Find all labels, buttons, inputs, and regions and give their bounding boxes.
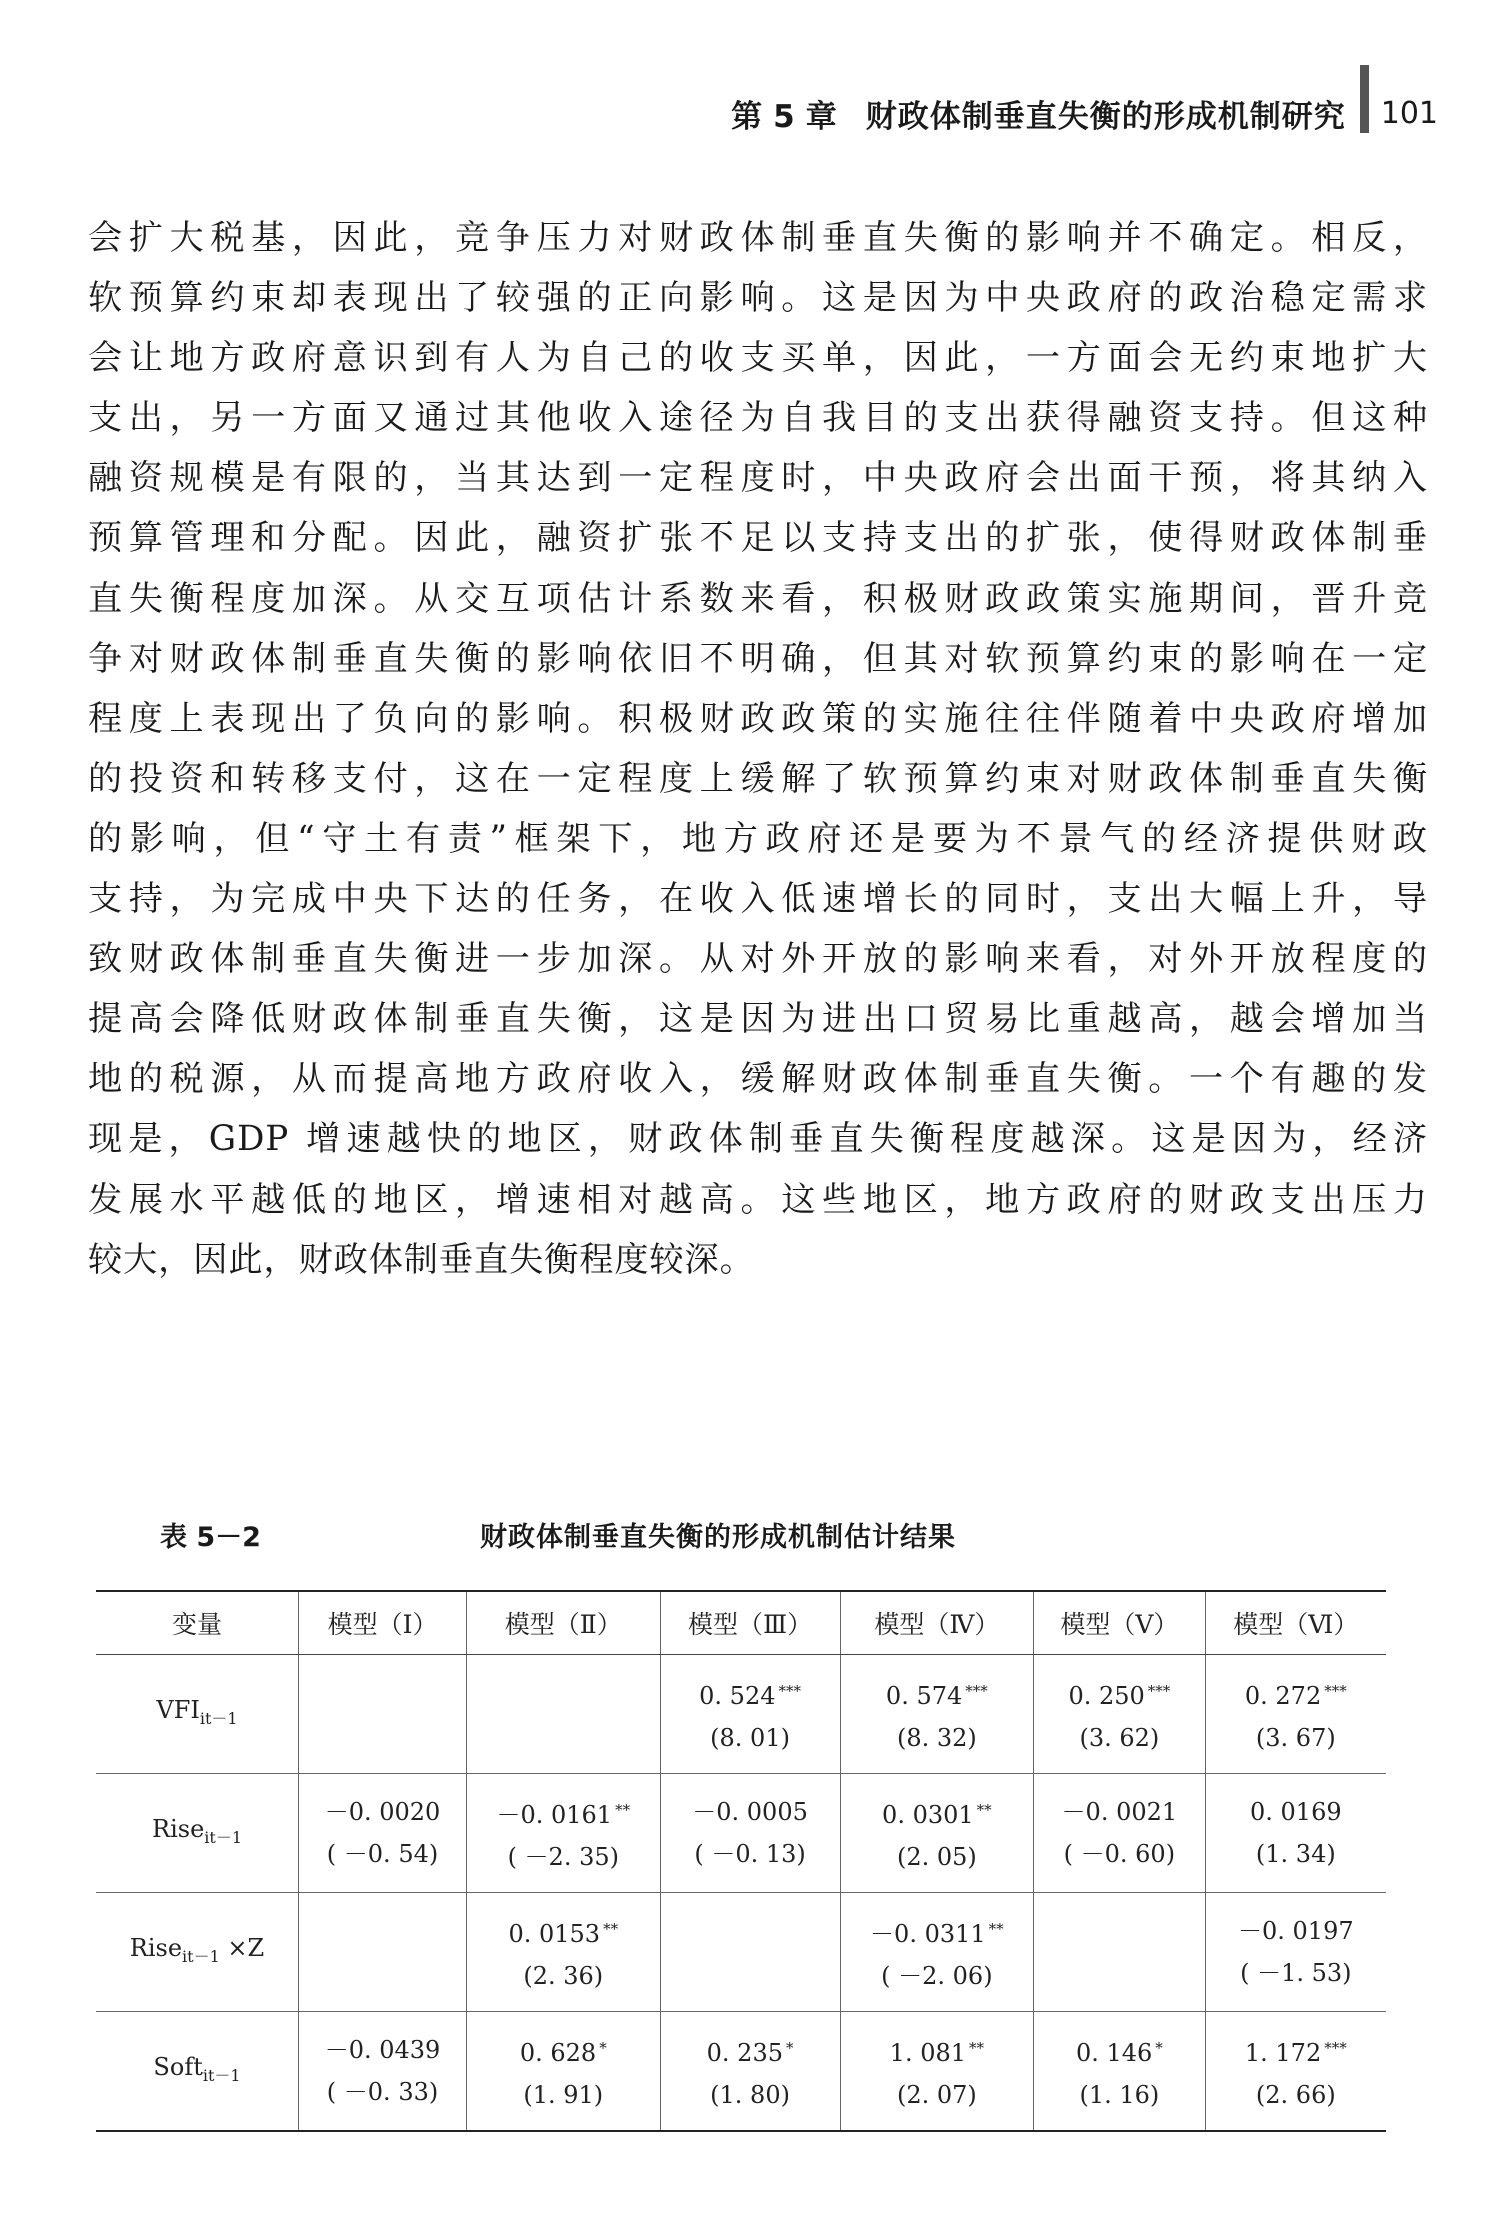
table-title: 财政体制垂直失衡的形成机制估计结果: [480, 1522, 956, 1553]
text-line: 会让地方政府意识到有人为自己的收支买单，因此，一方面会无约束地扩大: [88, 338, 1428, 379]
t-statistic: ( －2. 06): [881, 1961, 993, 1990]
t-statistic: (3. 62): [1079, 1723, 1160, 1752]
t-statistic: ( －0. 60): [1063, 1840, 1176, 1868]
significance-stars: ***: [778, 1681, 801, 1700]
coefficient: [1035, 1791, 1204, 1833]
coefficient: [662, 1670, 839, 1717]
t-statistic: ( －0. 13): [694, 1840, 806, 1868]
coefficient: [468, 1908, 659, 1955]
text-line: 地的税源，从而提高地方政府收入，缓解财政体制垂直失衡。一个有趣的发: [88, 1059, 1428, 1100]
coefficient: [1207, 1670, 1385, 1717]
coefficient-value: －0. 0021: [1061, 1798, 1178, 1826]
header-model-6: 模型（Ⅵ）: [1205, 1591, 1386, 1655]
text-line: 直失衡程度加深。从交互项估计系数来看，积极财政政策实施期间，晋升竞: [88, 578, 1428, 619]
table-cell: [1034, 1655, 1206, 1774]
significance-stars: ***: [1324, 1681, 1347, 1700]
text-line: 争对财政体制垂直失衡的影响依旧不明确，但其对软预算约束的影响在一定: [88, 638, 1428, 679]
coefficient: [842, 1789, 1033, 1836]
t-statistic: (1. 91): [523, 2080, 604, 2109]
coefficient-value: －0. 0161: [496, 1800, 613, 1829]
variable-subscript: it－1: [182, 1946, 220, 1966]
text-line: 较大，因此，财政体制垂直失衡程度较深。: [88, 1239, 755, 1280]
coefficient: [468, 1789, 659, 1836]
results-table: [96, 1590, 1386, 2132]
running-header: [731, 78, 1438, 148]
coefficient: [300, 2029, 465, 2071]
chapter-title: 财政体制垂直失衡的形成机制研究: [865, 98, 1346, 135]
table-cell: [1205, 2012, 1386, 2132]
variable-base: Soft: [153, 2052, 203, 2081]
chapter-number: 5: [773, 98, 796, 135]
header-bar: [1360, 65, 1369, 133]
variable-base: Rise: [152, 1814, 205, 1843]
coefficient: [842, 2027, 1033, 2074]
body-paragraph: [88, 208, 1428, 1290]
coefficient-value: 0. 574: [885, 1681, 963, 1710]
text-line: 预算管理和分配。因此，融资扩张不足以支持支出的扩张，使得财政体制垂: [88, 518, 1428, 559]
text-line: 发展水平越低的地区，增速相对越高。这些地区，地方政府的财政支出压力: [88, 1179, 1428, 1220]
variable-base: Rise: [129, 1933, 183, 1962]
table-row: [96, 1774, 1386, 1893]
coefficient: [662, 2027, 839, 2074]
coefficient: [662, 1791, 839, 1833]
coefficient-value: 0. 0153: [508, 1919, 601, 1948]
significance-stars: **: [969, 2038, 985, 2057]
significance-stars: ***: [965, 1681, 988, 1700]
text-line: 的影响，但“守土有责”框架下，地方政府还是要为不景气的经济提供财政: [88, 818, 1428, 859]
header-model-5: 模型（Ⅴ）: [1034, 1591, 1206, 1655]
text-line: 现是，GDP 增速越快的地区，财政体制垂直失衡程度越深。这是因为，经济: [88, 1119, 1428, 1160]
significance-stars: **: [976, 1800, 992, 1819]
coefficient-value: 0. 0301: [882, 1800, 974, 1829]
table-cell: [840, 1655, 1034, 1774]
coefficient: [1207, 2027, 1385, 2074]
coefficient-value: 0. 0169: [1250, 1798, 1342, 1826]
t-statistic: (1. 16): [1079, 2080, 1160, 2109]
chapter-heading: [731, 91, 1346, 136]
coefficient: [1035, 2027, 1204, 2074]
variable-suffix: ×Z: [219, 1933, 265, 1962]
text-line: 程度上表现出了负向的影响。积极财政政策的实施往往伴随着中央政府增加: [88, 698, 1428, 739]
table-row: [96, 1893, 1386, 2012]
table-cell: [660, 2012, 840, 2132]
coefficient: [842, 1670, 1033, 1717]
coefficient-value: 0. 524: [699, 1681, 776, 1710]
table-cell: [299, 1893, 467, 2012]
t-statistic: ( －1. 53): [1240, 1959, 1352, 1987]
table-row: [96, 2012, 1386, 2132]
text-line: 支出，另一方面又通过其他收入途径为自我目的支出获得融资支持。但这种: [88, 398, 1428, 439]
variable-subscript: it－1: [202, 2065, 241, 2085]
coefficient: [468, 2027, 659, 2074]
table-cell: [1034, 1893, 1206, 2012]
t-statistic: (3. 67): [1255, 1723, 1336, 1752]
table-body: [96, 1655, 1386, 2132]
table-cell: [1034, 1774, 1206, 1893]
t-statistic: (1. 80): [710, 2080, 790, 2109]
significance-stars: ***: [1147, 1681, 1171, 1700]
t-statistic: (2. 36): [523, 1961, 604, 1990]
t-statistic: ( －0. 54): [326, 1840, 439, 1868]
coefficient-value: 0. 250: [1068, 1681, 1145, 1710]
table-cell: [467, 2012, 661, 2132]
text-line: 支持，为完成中央下达的任务，在收入低速增长的同时，支出大幅上升，导: [88, 879, 1428, 920]
coefficient: [842, 1908, 1033, 1955]
text-line: 提高会降低财政体制垂直失衡，这是因为进出口贸易比重越高，越会增加当: [88, 999, 1428, 1040]
t-statistic: (1. 34): [1255, 1840, 1336, 1868]
text-line: 致财政体制垂直失衡进一步加深。从对外开放的影响来看，对外开放程度的: [88, 939, 1428, 980]
coefficient-value: 0. 628: [519, 2038, 597, 2067]
coefficient-value: －0. 0197: [1238, 1917, 1354, 1945]
significance-stars: *: [1155, 2038, 1163, 2057]
t-statistic: ( －0. 33): [326, 2078, 439, 2106]
variable-name: [96, 2012, 299, 2132]
header-model-2: 模型（Ⅱ）: [467, 1591, 661, 1655]
table-label: 表 5－2: [160, 1522, 261, 1553]
coefficient-value: 0. 146: [1075, 2038, 1153, 2067]
variable-name: [96, 1655, 299, 1774]
table-cell: [467, 1655, 661, 1774]
coefficient-value: －0. 0439: [324, 2036, 441, 2064]
table-cell: [467, 1893, 661, 2012]
table-cell: [299, 1655, 467, 1774]
header-model-4: 模型（Ⅳ）: [840, 1591, 1034, 1655]
table-header-row: [96, 1591, 1386, 1655]
text-line: 融资规模是有限的，当其达到一定程度时，中央政府会出面干预，将其纳入: [88, 458, 1428, 499]
variable-subscript: it－1: [204, 1827, 242, 1847]
variable-name: [96, 1774, 299, 1893]
coefficient-value: 0. 272: [1244, 1681, 1322, 1710]
variable-base: VFI: [156, 1695, 200, 1724]
table-cell: [1205, 1655, 1386, 1774]
header-model-1: 模型（Ⅰ）: [299, 1591, 467, 1655]
table-cell: [1205, 1893, 1386, 2012]
chapter-label: 第: [731, 98, 764, 135]
t-statistic: (2. 05): [896, 1842, 977, 1871]
coefficient-value: 1. 081: [889, 2038, 967, 2067]
page-number: 101: [1380, 95, 1438, 131]
coefficient-value: 1. 172: [1244, 2038, 1322, 2067]
text-line: 的投资和转移支付，这在一定程度上缓解了软预算约束对财政体制垂直失衡: [88, 758, 1428, 799]
coefficient: [1207, 1791, 1385, 1833]
table-cell: [660, 1893, 840, 2012]
variable-name: [96, 1893, 299, 2012]
header-model-3: 模型（Ⅲ）: [660, 1591, 840, 1655]
significance-stars: ***: [1324, 2038, 1347, 2057]
significance-stars: **: [603, 1919, 619, 1938]
table-row: [96, 1655, 1386, 1774]
coefficient-value: －0. 0005: [692, 1798, 808, 1826]
text-line: 会扩大税基，因此，竞争压力对财政体制垂直失衡的影响并不确定。相反，: [88, 218, 1428, 258]
significance-stars: *: [785, 2038, 794, 2057]
table-cell: [299, 1774, 467, 1893]
table-cell: [840, 2012, 1034, 2132]
t-statistic: (2. 66): [1255, 2080, 1336, 2109]
table-cell: [1034, 2012, 1206, 2132]
coefficient-value: －0. 0311: [870, 1919, 986, 1948]
t-statistic: (8. 01): [710, 1723, 790, 1752]
t-statistic: (8. 32): [896, 1723, 977, 1752]
significance-stars: **: [988, 1919, 1004, 1938]
table-cell: [1205, 1774, 1386, 1893]
header-variable: 变量: [96, 1591, 299, 1655]
table-cell: [660, 1774, 840, 1893]
table-cell: [467, 1774, 661, 1893]
table-cell: [840, 1893, 1034, 2012]
t-statistic: (2. 07): [896, 2080, 977, 2109]
coefficient-value: 0. 235: [706, 2038, 783, 2067]
significance-stars: **: [615, 1800, 631, 1819]
text-line: 软预算约束却表现出了较强的正向影响。这是因为中央政府的政治稳定需求: [88, 278, 1428, 319]
coefficient: [300, 1791, 465, 1833]
significance-stars: *: [599, 2038, 607, 2057]
table-cell: [660, 1655, 840, 1774]
variable-subscript: it－1: [199, 1708, 238, 1728]
coefficient: [1035, 1670, 1204, 1717]
table-cell: [299, 2012, 467, 2132]
t-statistic: ( －2. 35): [507, 1842, 619, 1871]
coefficient-value: －0. 0020: [324, 1798, 441, 1826]
table-cell: [840, 1774, 1034, 1893]
chapter-suffix: 章: [805, 98, 838, 135]
coefficient: [1207, 1910, 1385, 1952]
